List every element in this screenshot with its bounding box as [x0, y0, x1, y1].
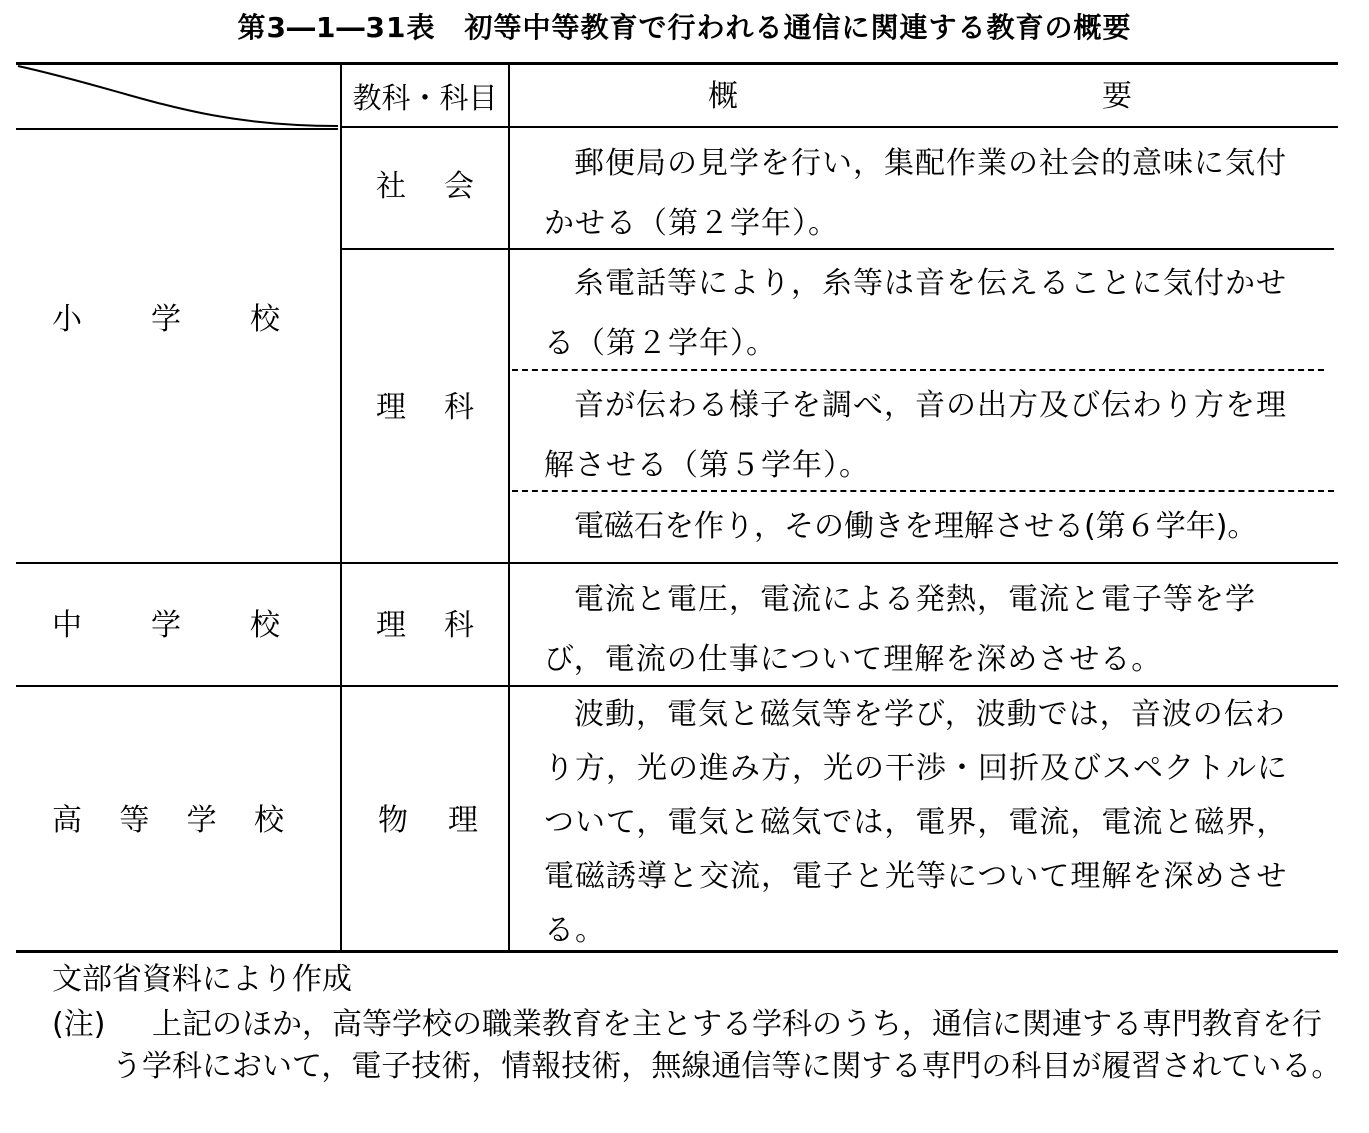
level-junior-high-char-2: 学 [151, 608, 181, 643]
summary-elementary-science-3: 電磁石を作り，その働きを理解させる(第６学年)。 [574, 509, 1258, 544]
note-text: 上記のほか，高等学校の職業教育を主とする学科のうち，通信に関連する専門教育を行う学科において，電子技術，情報技術，無線通信等に関する専門の科目が履習されている。 [112, 1007, 1342, 1084]
elementary-bottom-rule [16, 562, 1338, 564]
subject-elementary-science [376, 390, 474, 425]
level-junior-high-char-3: 校 [250, 608, 280, 643]
note-label: (注) [52, 1007, 106, 1042]
level-high-school-char-2: 等 [119, 803, 150, 838]
header-bottom-rule-right [342, 126, 1338, 128]
level-elementary [52, 302, 280, 337]
subject-social-char-2: 会 [444, 169, 474, 204]
level-high-school-char-1: 高 [52, 803, 82, 838]
subject-physics [378, 803, 478, 838]
level-column-divider [340, 62, 342, 950]
level-junior-high [52, 608, 280, 643]
header-summary-right: 要 [1102, 79, 1132, 114]
level-elementary-char-2: 学 [151, 302, 181, 337]
summary-elementary-social: 郵便局の見学を行い，集配作業の社会的意味に気付かせる（第２学年）。 [544, 146, 1287, 241]
subject-junior-high-science-char-2: 科 [444, 608, 474, 643]
subject-junior-high-science [376, 608, 474, 643]
subject-junior-high-science-char-1: 理 [376, 608, 406, 643]
table-title: 第3―1―31表 初等中等教育で行われる通信に関連する教育の概要 [237, 11, 1132, 44]
summary-junior-high: 電流と電圧，電流による発熱，電流と電子等を学び，電流の仕事について理解を深めさせる。 [544, 582, 1256, 677]
subject-elementary-science-char-1: 理 [376, 390, 406, 425]
subject-elementary-science-char-2: 科 [444, 390, 474, 425]
header-subject: 教科・科目 [352, 81, 498, 115]
header-diagonal-line [16, 62, 340, 130]
subject-social [376, 169, 474, 204]
level-junior-high-char-1: 中 [52, 608, 82, 643]
subject-physics-char-1: 物 [378, 803, 408, 838]
level-elementary-char-1: 小 [52, 302, 82, 337]
level-high-school [52, 803, 284, 838]
subject-physics-char-2: 理 [448, 803, 478, 838]
summary-elementary-science-2: 音が伝わる様子を調べ，音の出方及び伝わり方を理解させる（第５学年）。 [544, 388, 1287, 483]
summary-elementary-science-1: 糸電話等により，糸等は音を伝えることに気付かせる（第２学年）。 [544, 266, 1287, 361]
level-high-school-char-3: 学 [186, 803, 217, 838]
source-note: 文部省資料により作成 [52, 962, 352, 997]
subject-social-char-1: 社 [376, 169, 406, 204]
level-high-school-char-4: 校 [253, 803, 284, 838]
header-summary-left: 概 [708, 79, 738, 114]
level-elementary-char-3: 校 [250, 302, 280, 337]
subject-column-divider [508, 62, 510, 950]
summary-high-school: 波動，電気と磁気等を学び，波動では，音波の伝わり方，光の進み方，光の干渉・回折及びスペクトルについて，電気と磁気では，電界，電流，電流と磁界，電磁誘導と交流，電子と光等について理解を深めさせる。 [544, 697, 1288, 948]
